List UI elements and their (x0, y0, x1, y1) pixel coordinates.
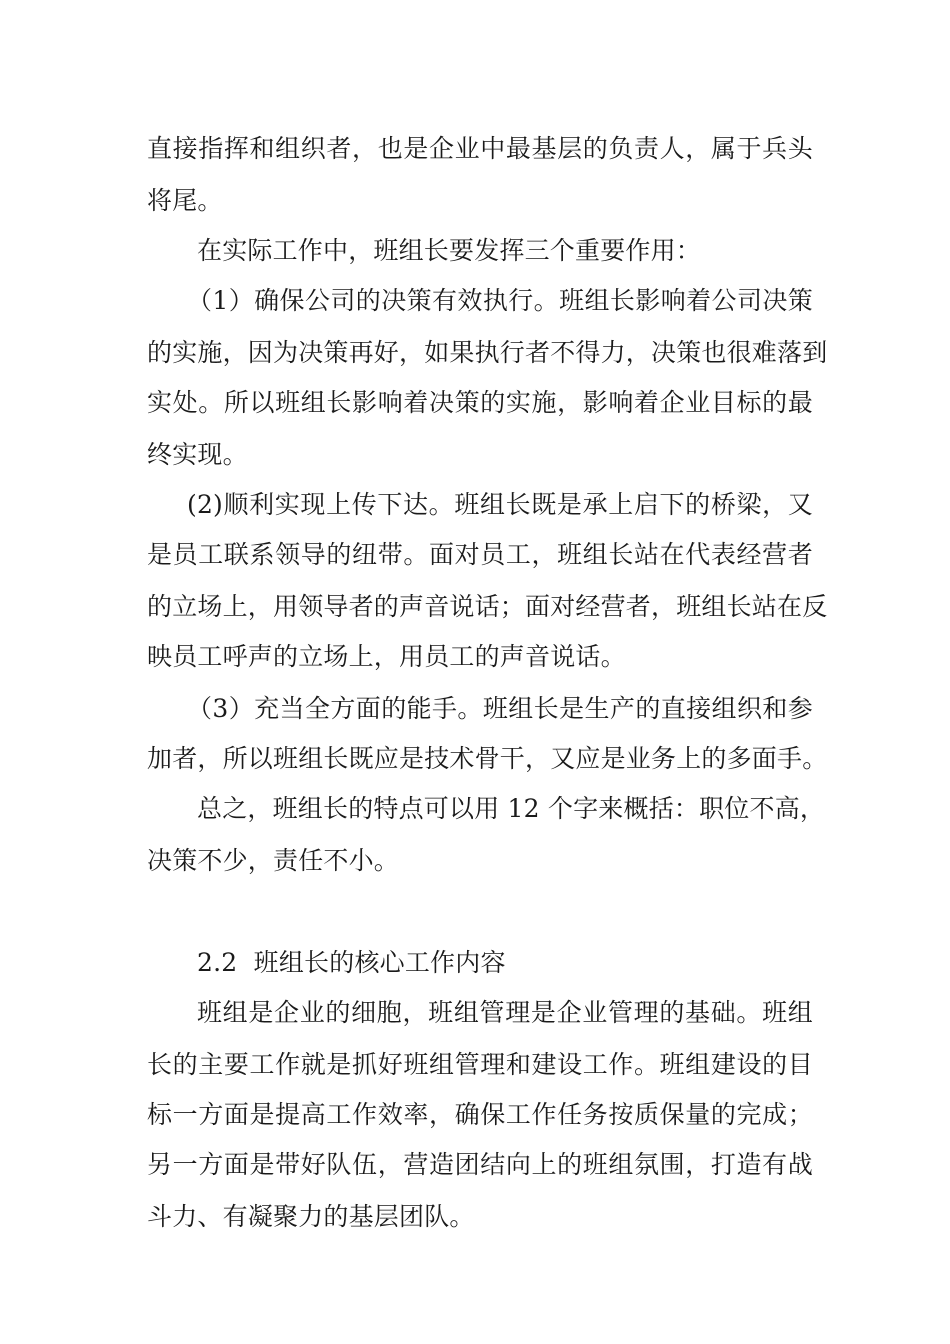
section-heading: 2.2 班组长的核心工作内容 (197, 948, 506, 977)
list-item-line: (2)顺利实现上传下达。班组长既是承上启下的桥梁，又 (187, 490, 813, 519)
list-item-line: （3）充当全方面的能手。班组长是生产的直接组织和参 (187, 694, 813, 723)
list-item-line: （1）确保公司的决策有效执行。班组长影响着公司决策 (187, 286, 813, 315)
paragraph-line: 将尾。 (147, 186, 223, 215)
paragraph-line: 另一方面是带好队伍，营造团结向上的班组氛围，打造有战 (147, 1150, 813, 1179)
paragraph-line: 加者，所以班组长既应是技术骨干，又应是业务上的多面手。 (147, 744, 828, 773)
paragraph-line: 决策不少，责任不小。 (147, 846, 400, 875)
paragraph-line: 在实际工作中，班组长要发挥三个重要作用： (197, 236, 702, 265)
paragraph-line: 的实施，因为决策再好，如果执行者不得力，决策也很难落到 (147, 338, 828, 367)
paragraph-line: 终实现。 (147, 440, 248, 469)
paragraph-line: 标一方面是提高工作效率，确保工作任务按质保量的完成； (147, 1100, 813, 1129)
paragraph-line: 是员工联系领导的纽带。面对员工，班组长站在代表经营者 (147, 540, 813, 569)
paragraph-line: 总之，班组长的特点可以用 12 个字来概括：职位不高， (197, 794, 826, 823)
paragraph-line: 直接指挥和组织者，也是企业中最基层的负责人，属于兵头 (147, 134, 813, 163)
paragraph-line: 斗力、有凝聚力的基层团队。 (147, 1202, 475, 1231)
paragraph-line: 长的主要工作就是抓好班组管理和建设工作。班组建设的目 (147, 1050, 813, 1079)
paragraph-line: 的立场上，用领导者的声音说话；面对经营者，班组长站在反 (147, 592, 828, 621)
paragraph-line: 班组是企业的细胞，班组管理是企业管理的基础。班组 (197, 998, 813, 1027)
paragraph-line: 实处。所以班组长影响着决策的实施，影响着企业目标的最 (147, 388, 813, 417)
paragraph-line: 映员工呼声的立场上，用员工的声音说话。 (147, 642, 626, 671)
